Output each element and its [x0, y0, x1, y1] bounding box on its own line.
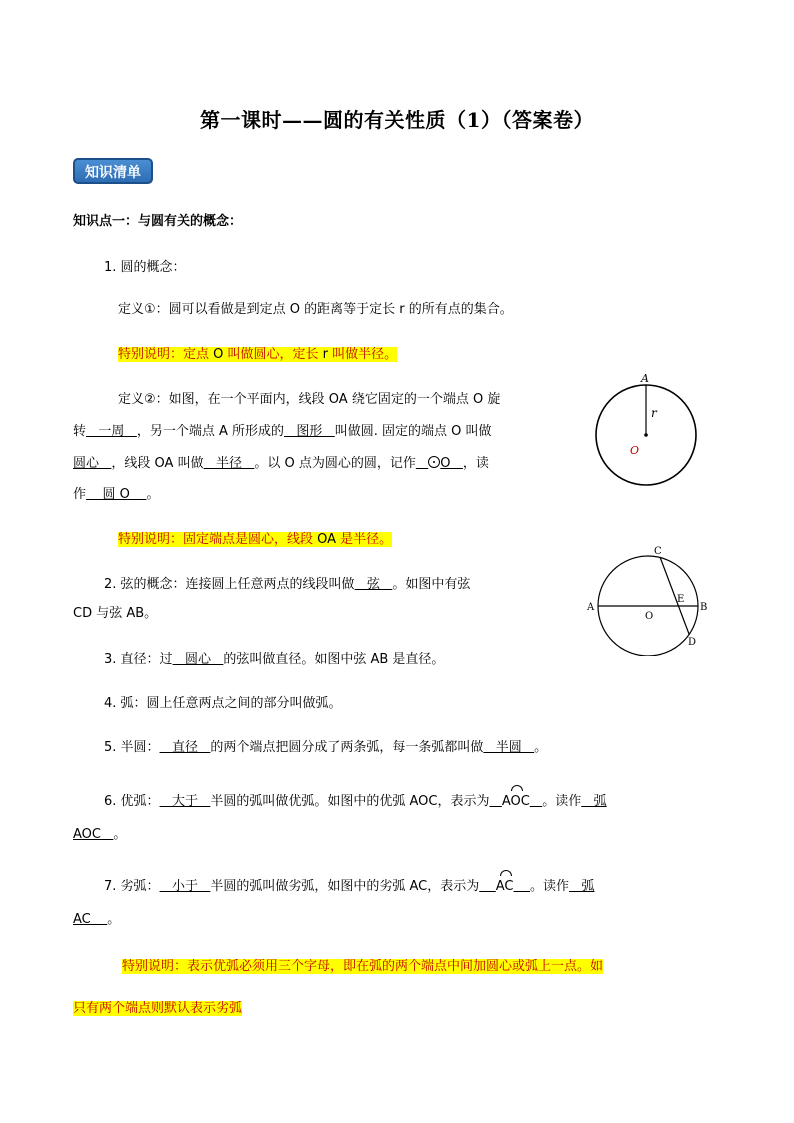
label-C: C: [654, 546, 662, 557]
answer-read-arc-AOC: 弧: [581, 794, 607, 809]
answer-xian: 弦: [354, 577, 393, 592]
item1-label: 1. 圆的概念：: [104, 260, 186, 275]
final-note-line2: 只有两个端点则默认表示劣弧: [73, 1001, 243, 1016]
definition-2-line2: 转 一周 ，另一个端点 A 所形成的 图形 叫做圆. 固定的端点 O 叫做: [73, 424, 492, 439]
answer-yizhou: 一周: [86, 424, 137, 439]
label-O: O: [630, 444, 640, 457]
item6-line1: 6. 优弧： 大于 半圆的弧叫做优弧。如图中的优弧 AOC，表示为 AOC 。读作 弧: [104, 792, 607, 812]
answer-dayu: 大于: [159, 794, 211, 809]
center-point: [644, 433, 648, 437]
chord-diameter-figure: [584, 544, 714, 656]
item5: 5. 半圆： 直径 的两个端点把圆分成了两条弧，每一条弧都叫做 半圆 。: [104, 740, 548, 755]
label-r: r: [651, 406, 657, 420]
item7-line1: 7. 劣弧： 小于 半圆的弧叫做劣弧，如图中的劣弧 AC，表示为 AC 。读作 弧: [104, 877, 594, 897]
answer-banjing: 半径: [203, 456, 255, 471]
answer-banyuan: 半圆: [483, 740, 535, 755]
answer-yuan-o: 圆 O: [86, 487, 147, 502]
label-B: B: [700, 602, 708, 613]
label-E: E: [677, 594, 685, 605]
item7-line2: AC 。: [73, 912, 121, 927]
label-D: D: [688, 637, 697, 648]
definition-2-line4: 作 圆 O 。: [73, 487, 160, 502]
section-heading: 知识点一：与圆有关的概念：: [73, 214, 243, 229]
answer-xiaoyu: 小于: [159, 879, 211, 894]
arc-AC: AC: [496, 877, 514, 897]
circle-radius-figure: [590, 368, 710, 494]
special-note-1: 特别说明：定点 O 叫做圆心，定长 r 叫做半径。: [118, 347, 398, 362]
item2-line1: 2. 弦的概念：连接圆上任意两点的线段叫做 弦 。如图中有弦: [104, 577, 471, 592]
chord-CD: [660, 557, 689, 634]
answer-yuanxin-2: 圆心: [172, 652, 224, 667]
answer-circle-notation: O: [416, 456, 463, 471]
definition-2-line3: 圆心 ，线段 OA 叫做 半径 。以 O 点为圆心的圆，记作 O ，读: [73, 456, 489, 471]
answer-zhijing: 直径: [159, 740, 211, 755]
definition-2-line1: 定义②：如图，在一个平面内，线段 OA 绕它固定的一个端点 O 旋: [118, 392, 501, 407]
item2-line2: CD 与弦 AB。: [73, 606, 158, 621]
section-badge: 知识清单: [73, 158, 153, 184]
answer-yuanxin: 圆心: [73, 456, 112, 471]
page-title: 第一课时——圆的有关性质（1）（答案卷）: [200, 108, 594, 132]
item4: 4. 弧：圆上任意两点之间的部分叫做弧。: [104, 696, 342, 711]
item6-line2: AOC 。: [73, 827, 127, 842]
special-note-2: 特别说明：固定端点是圆心，线段 OA 是半径。: [118, 532, 393, 547]
circle-symbol-icon: [428, 456, 440, 468]
label-O: O: [645, 611, 654, 622]
answer-read-arc-AC: 弧: [569, 879, 595, 894]
arc-AOC: AOC: [502, 792, 530, 812]
final-note-line1: 特别说明：表示优弧必须用三个字母，即在弧的两个端点中间加圆心或弧上一点。如: [122, 959, 604, 974]
answer-tuxing: 图形: [283, 424, 335, 439]
definition-1: 定义①：圆可以看做是到定点 O 的距离等于定长 r 的所有点的集合。: [118, 302, 513, 317]
label-A: A: [641, 372, 649, 385]
label-A: A: [587, 602, 595, 613]
item3: 3. 直径：过 圆心 的弦叫做直径。如图中弦 AB 是直径。: [104, 652, 445, 667]
